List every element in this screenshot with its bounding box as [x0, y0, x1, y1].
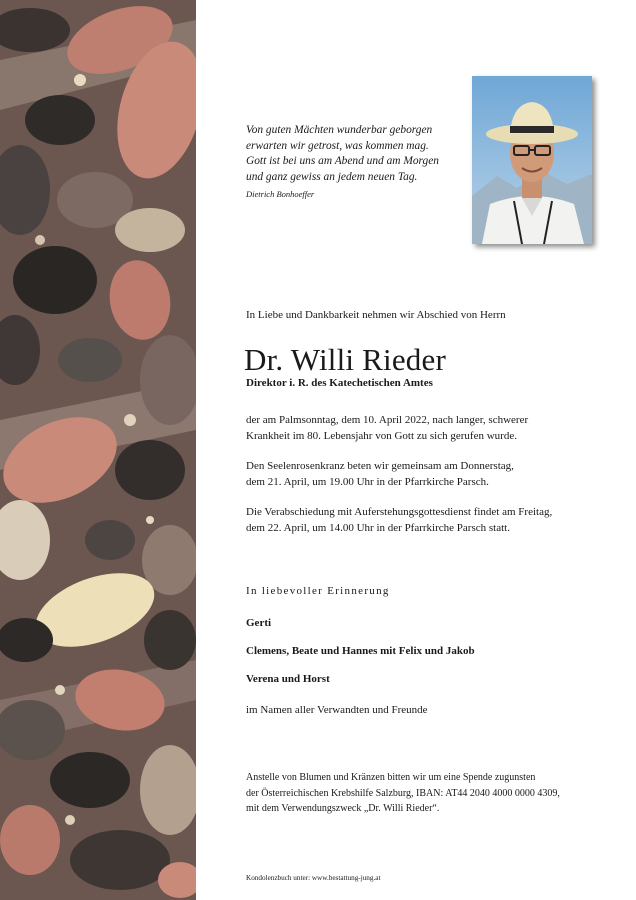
paragraph-line: dem 22. April, um 14.00 Uhr in der Pfarrkirche Parsch statt.: [246, 521, 510, 534]
mourner-name: Verena und Horst: [246, 673, 330, 685]
deceased-title: Direktor i. R. des Katechetischen Amtes: [246, 377, 433, 389]
quote-line: erwarten wir getrost, was kommen mag.: [246, 139, 429, 152]
marble-decoration: [0, 0, 196, 900]
condolence-book-link[interactable]: Kondolenzbuch unter: www.bestattung-jung.at: [246, 874, 381, 882]
memory-heading: In liebevoller Erinnerung: [246, 585, 390, 597]
donation-line: Anstelle von Blumen und Kränzen bitten wir um eine Spende zugunsten: [246, 772, 536, 783]
quote-line: Von guten Mächten wunderbar geborgen: [246, 124, 433, 136]
paragraph-line: dem 21. April, um 19.00 Uhr in der Pfarrkirche Parsch.: [246, 475, 489, 488]
donation-line: mit dem Verwendungszweck „Dr. Willi Rieder“.: [246, 803, 440, 814]
donation-notice: [246, 770, 560, 817]
quote-line: und ganz gewiss an jedem neuen Tag.: [246, 170, 418, 183]
paragraph-line: Krankheit im 80. Lebensjahr von Gott zu sich gerufen wurde.: [246, 429, 517, 442]
mourner-name: Gerti: [246, 617, 272, 629]
farewell-paragraph: [246, 505, 596, 536]
deceased-name: Dr. Willi Rieder: [244, 342, 446, 377]
paragraph-line: Den Seelenrosenkranz beten wir gemeinsam am Donnerstag,: [246, 460, 514, 472]
death-notice-paragraph: [246, 413, 596, 444]
quote: [246, 123, 461, 185]
portrait-photo: [472, 76, 592, 244]
paragraph-line: Die Verabschiedung mit Auferstehungsgottesdienst findet am Freitag,: [246, 506, 553, 518]
quote-author: Dietrich Bonhoeffer: [246, 189, 315, 199]
paragraph-line: der am Palmsonntag, dem 10. April 2022, nach langer, schwerer: [246, 414, 529, 426]
mourner-name: Clemens, Beate und Hannes mit Felix und Jakob: [246, 645, 475, 657]
rosary-paragraph: [246, 459, 596, 490]
donation-line: der Österreichischen Krebshilfe Salzburg, IBAN: AT44 2040 4000 0000 4309,: [246, 787, 560, 799]
relatives-text: im Namen aller Verwandten und Freunde: [246, 704, 428, 716]
intro-text: In Liebe und Dankbarkeit nehmen wir Abschied von Herrn: [246, 309, 506, 321]
quote-line: Gott ist bei uns am Abend und am Morgen: [246, 155, 439, 167]
